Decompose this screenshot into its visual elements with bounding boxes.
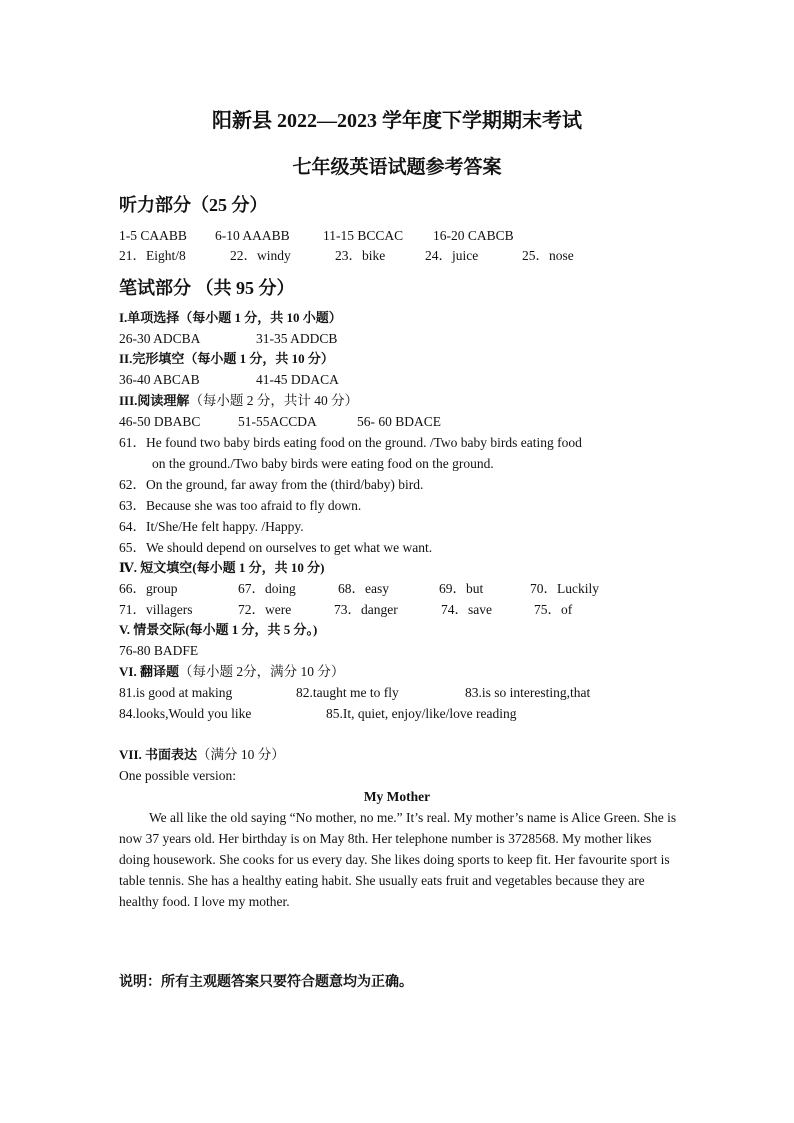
- footer-note: 说明：所有主观题答案只要符合题意均为正确。: [119, 975, 413, 990]
- answer-group: 36-40 ABCAB: [119, 372, 200, 387]
- section-7-heading: [119, 746, 285, 764]
- answer-key-subtitle: 七年级英语试题参考答案: [292, 157, 502, 178]
- answer-item: 68．easy: [338, 581, 389, 596]
- section-6-heading-bold: VI. 翻译题: [119, 664, 179, 679]
- section-3-heading-rest: （每小题 2 分，共计 40 分）: [189, 393, 359, 408]
- answer-group: 16-20 CABCB: [433, 228, 514, 243]
- essay-title: My Mother: [363, 789, 431, 804]
- listening-heading: 听力部分（25 分）: [119, 195, 268, 215]
- exam-title: 阳新县 2022—2023 学年度下学期期末考试: [212, 110, 582, 132]
- answer-item: 82.taught me to fly: [296, 685, 399, 700]
- answer-item: 21．Eight/8: [119, 248, 186, 263]
- question-64: 64．It/She/He felt happy. /Happy.: [119, 519, 304, 534]
- answer-group: 51-55ACCDA: [238, 414, 317, 429]
- answer-item: 81.is good at making: [119, 685, 233, 700]
- section-5-heading: V. 情景交际(每小题 1 分，共 5 分。): [119, 622, 318, 637]
- answer-group: 6-10 AAABB: [215, 228, 290, 243]
- question-63: 63．Because she was too afraid to fly down.: [119, 498, 362, 513]
- answer-item: 75．of: [534, 602, 573, 617]
- essay-intro: One possible version:: [119, 768, 236, 783]
- answer-group: 56- 60 BDACE: [357, 414, 441, 429]
- answer-group: 11-15 BCCAC: [323, 228, 404, 243]
- answer-group: 46-50 DBABC: [119, 414, 201, 429]
- answer-item: 84.looks,Would you like: [119, 706, 252, 721]
- answer-item: 25．nose: [522, 248, 574, 263]
- section-4-heading: Ⅳ. 短文填空(每小题 1 分，共 10 分): [119, 560, 325, 575]
- question-65: 65．We should depend on ourselves to get what we want.: [119, 540, 433, 555]
- question-61: 61．He found two baby birds eating food on the ground. /Two baby birds eating food: [119, 435, 582, 450]
- answer-item: 69．but: [439, 581, 484, 596]
- answer-item: 22．windy: [230, 248, 291, 263]
- written-heading: 笔试部分 （共 95 分）: [119, 278, 295, 298]
- answer-group: 31-35 ADDCB: [256, 331, 338, 346]
- answer-item: 73．danger: [334, 602, 398, 617]
- answer-item: 72．were: [238, 602, 292, 617]
- answer-group: 76-80 BADFE: [119, 643, 199, 658]
- answer-item: 66．group: [119, 581, 178, 596]
- answer-item: 23．bike: [335, 248, 386, 263]
- section-6-heading: [119, 663, 344, 681]
- answer-item: 85.It, quiet, enjoy/like/love reading: [326, 706, 517, 721]
- essay-paragraph: We all like the old saying “No mother, no me.” It’s real. My mother’s name is Alice Green. She is now 37 years old. Her birthday is on May 8th. Her telephone number is 3728568. My mother likes doing housework. She cooks for us every day. She likes doing sports to keep fit. Her favourite sport is table tennis. She has a healthy eating habit. She usually eats fruit and vegetables because they are healthy food. I love my mother.: [119, 810, 677, 909]
- section-7-heading-bold: VII. 书面表达: [119, 747, 198, 762]
- answer-item: 83.is so interesting,that: [465, 685, 591, 700]
- section-3-heading-bold: III.阅读理解: [119, 393, 190, 408]
- answer-group: 41-45 DDACA: [256, 372, 339, 387]
- answer-group: 1-5 CAABB: [119, 228, 187, 243]
- question-61-continued: on the ground./Two baby birds were eating food on the ground.: [152, 456, 494, 471]
- section-3-heading: [119, 392, 358, 410]
- answer-item: 74．save: [441, 602, 492, 617]
- answer-item: 67．doing: [238, 581, 296, 596]
- answer-item: 71．villagers: [119, 602, 193, 617]
- answer-item: 24．juice: [425, 248, 479, 263]
- section-1-heading: I.单项选择（每小题 1 分，共 10 小题）: [119, 310, 342, 325]
- section-6-heading-rest: （每小题 2分，满分 10 分）: [178, 664, 345, 679]
- question-62: 62．On the ground, far away from the (third/baby) bird.: [119, 477, 424, 492]
- section-2-heading: II.完形填空（每小题 1 分，共 10 分）: [119, 351, 334, 366]
- answer-item: 70．Luckily: [530, 581, 599, 596]
- essay-body: [119, 807, 679, 912]
- section-7-heading-rest: （满分 10 分）: [197, 747, 285, 762]
- answer-group: 26-30 ADCBA: [119, 331, 201, 346]
